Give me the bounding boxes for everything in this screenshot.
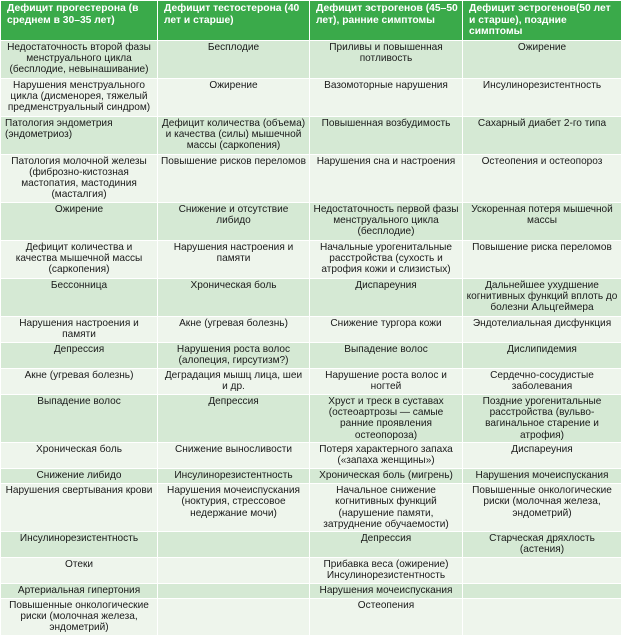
- table-cell: Акне (угревая болезнь): [158, 316, 310, 342]
- table-cell: Инсулинорезистентность: [463, 78, 621, 116]
- table-cell: Нарушения роста волос (алопеция, гирсутизм?): [158, 342, 310, 368]
- header-estrogen-early: Дефицит эстрогенов (45–50 лет), ранние симптомы: [310, 1, 463, 41]
- table-cell: Акне (угревая болезнь): [1, 368, 158, 394]
- table-cell: Поздние урогенитальные расстройства (вульво-вагинальное старение и атрофия): [463, 394, 621, 442]
- table-cell: Инсулинорезистентность: [158, 468, 310, 483]
- table-cell: Прибавка веса (ожирение) Инсулинорезистентность: [310, 557, 463, 583]
- table-cell: Начальные урогенитальные расстройства (сухость и атрофия кожи и слизистых): [310, 240, 463, 278]
- table-cell: Остеопения и остеопороз: [463, 154, 621, 202]
- table-cell: Патология молочной железы (фиброзно-кистозная мастопатия, мастодиния (масталгия): [1, 154, 158, 202]
- table-cell: Остеопения: [310, 598, 463, 635]
- table-cell: Депрессия: [158, 394, 310, 442]
- table-cell: Снижение тургора кожи: [310, 316, 463, 342]
- table-cell: Нарушения менструального цикла (дисменорея, тяжелый предменструальный синдром): [1, 78, 158, 116]
- table-cell: Хруст и треск в суставах (остеоартрозы — самые ранние проявления остеопороза): [310, 394, 463, 442]
- table-cell: Сердечно-сосудистые заболевания: [463, 368, 621, 394]
- table-row: [1, 583, 621, 598]
- header-progesterone: Дефицит прогестерона (в среднем в 30–35 лет): [1, 1, 158, 41]
- table-body: [1, 40, 621, 635]
- table-cell: [158, 557, 310, 583]
- table-cell: Хроническая боль: [158, 278, 310, 316]
- table-cell: Ускоренная потеря мышечной массы: [463, 202, 621, 240]
- table-row: [1, 468, 621, 483]
- table-cell: Ожирение: [1, 202, 158, 240]
- table-row: [1, 40, 621, 78]
- table-header-row: [1, 1, 621, 41]
- table-cell: [463, 583, 621, 598]
- table-cell: Нарушения мочеиспускания: [463, 468, 621, 483]
- table-cell: Повышенные онкологические риски (молочная железа, эндометрий): [1, 598, 158, 635]
- table-cell: Снижение и отсутствие либидо: [158, 202, 310, 240]
- table-row: [1, 483, 621, 531]
- table-cell: Дальнейшее ухудшение когнитивных функций вплоть до болезни Альцгеймера: [463, 278, 621, 316]
- table-cell: Повышенная возбудимость: [310, 116, 463, 154]
- table-cell: Артериальная гипертония: [1, 583, 158, 598]
- table-cell: Дефицит количества (объема) и качества (силы) мышечной массы (саркопения): [158, 116, 310, 154]
- table-cell: Снижение либидо: [1, 468, 158, 483]
- table-row: [1, 202, 621, 240]
- table-cell: Инсулинорезистентность: [1, 532, 158, 558]
- table-cell: [158, 598, 310, 635]
- table-cell: [158, 583, 310, 598]
- table-cell: [158, 532, 310, 558]
- table-row: [1, 240, 621, 278]
- table-cell: Вазомоторные нарушения: [310, 78, 463, 116]
- table-cell: Хроническая боль: [1, 442, 158, 468]
- table-cell: Бессонница: [1, 278, 158, 316]
- table-cell: Нарушения сна и настроения: [310, 154, 463, 202]
- table-cell: Недостаточность первой фазы менструального цикла (бесплодие): [310, 202, 463, 240]
- table-cell: Нарушения настроения и памяти: [1, 316, 158, 342]
- table-row: [1, 368, 621, 394]
- table-cell: [463, 557, 621, 583]
- table-cell: Диспареуния: [463, 442, 621, 468]
- table-cell: Выпадение волос: [310, 342, 463, 368]
- table-cell: Повышение риска переломов: [463, 240, 621, 278]
- table-cell: Нарушения настроения и памяти: [158, 240, 310, 278]
- table-cell: Бесплодие: [158, 40, 310, 78]
- table-cell: Ожирение: [158, 78, 310, 116]
- table-cell: [463, 598, 621, 635]
- table-cell: Снижение выносливости: [158, 442, 310, 468]
- table-cell: Отеки: [1, 557, 158, 583]
- table-cell: Повышенные онкологические риски (молочная железа, эндометрий): [463, 483, 621, 531]
- header-estrogen-late: Дефицит эстрогенов(50 лет и старше), поздние симптомы: [463, 1, 621, 41]
- table-row: [1, 557, 621, 583]
- table-row: [1, 394, 621, 442]
- table-cell: Повышение рисков переломов: [158, 154, 310, 202]
- table-cell: Депрессия: [1, 342, 158, 368]
- table-row: [1, 532, 621, 558]
- header-testosterone: Дефицит тестостерона (40 лет и старше): [158, 1, 310, 41]
- table-row: [1, 316, 621, 342]
- table-row: [1, 154, 621, 202]
- table-row: [1, 342, 621, 368]
- table-row: [1, 598, 621, 635]
- table-cell: Приливы и повышенная потливость: [310, 40, 463, 78]
- table-cell: Нарушение роста волос и ногтей: [310, 368, 463, 394]
- table-row: [1, 278, 621, 316]
- table-cell: Дислипидемия: [463, 342, 621, 368]
- table-cell: Патология эндометрия (эндометриоз): [1, 116, 158, 154]
- table-row: [1, 442, 621, 468]
- table-cell: Нарушения свертывания крови: [1, 483, 158, 531]
- table-cell: Депрессия: [310, 532, 463, 558]
- table-cell: Старческая дряхлость (астения): [463, 532, 621, 558]
- table-cell: Недостаточность второй фазы менструального цикла (бесплодие, невынашивание): [1, 40, 158, 78]
- table-cell: Нарушения мочеиспускания (ноктурия, стрессовое недержание мочи): [158, 483, 310, 531]
- table-row: [1, 78, 621, 116]
- table-row: [1, 116, 621, 154]
- table-cell: Начальное снижение когнитивных функций (нарушение памяти, затруднение обучаемости): [310, 483, 463, 531]
- table-cell: Потеря характерного запаха («запаха женщины»): [310, 442, 463, 468]
- table-cell: Ожирение: [463, 40, 621, 78]
- table-cell: Нарушения мочеиспускания: [310, 583, 463, 598]
- table-cell: Диспареуния: [310, 278, 463, 316]
- table-cell: Дефицит количества и качества мышечной массы (саркопения): [1, 240, 158, 278]
- table-cell: Выпадение волос: [1, 394, 158, 442]
- table-cell: Деградация мышц лица, шеи и др.: [158, 368, 310, 394]
- table-cell: Сахарный диабет 2-го типа: [463, 116, 621, 154]
- table-cell: Эндотелиальная дисфункция: [463, 316, 621, 342]
- table-cell: Хроническая боль (мигрень): [310, 468, 463, 483]
